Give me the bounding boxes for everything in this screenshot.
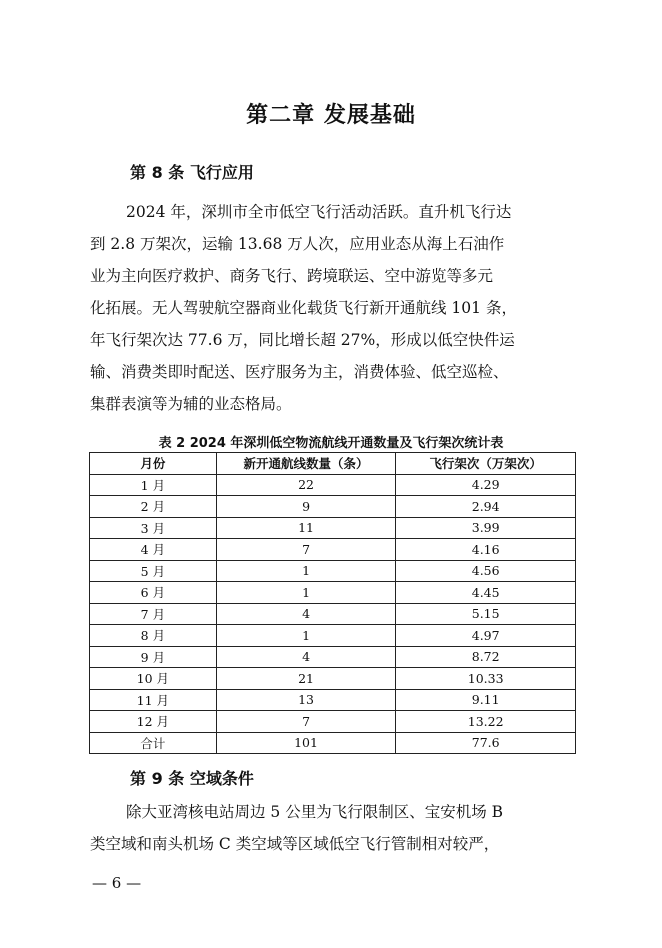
cell-flights: 9.11	[396, 689, 576, 711]
cell-new-routes: 1	[216, 625, 396, 647]
paragraph-line: 2024 年，深圳市全市低空飞行活动活跃。直升机飞行达	[126, 203, 512, 221]
cell-flights: 4.45	[396, 582, 576, 604]
cell-flights: 5.15	[396, 603, 576, 625]
header-month: 月份	[90, 453, 217, 475]
table-row	[90, 625, 576, 647]
cell-flights: 10.33	[396, 668, 576, 690]
paragraph-line: 业为主向医疗救护、商务飞行、跨境联运、空中游览等多元	[90, 267, 494, 285]
table-row	[90, 539, 576, 561]
cell-month: 8 月	[90, 625, 217, 647]
cell-new-routes: 4	[216, 646, 396, 668]
cell-month: 6 月	[90, 582, 217, 604]
header-new-routes: 新开通航线数量（条）	[216, 453, 396, 475]
cell-month: 7 月	[90, 603, 217, 625]
cell-month: 5 月	[90, 560, 217, 582]
table-row	[90, 474, 576, 496]
cell-new-routes: 101	[216, 732, 396, 754]
table-row	[90, 517, 576, 539]
cell-flights: 4.29	[396, 474, 576, 496]
cell-month: 2 月	[90, 496, 217, 518]
cell-flights: 4.97	[396, 625, 576, 647]
table-row	[90, 668, 576, 690]
cell-new-routes: 22	[216, 474, 396, 496]
cell-new-routes: 4	[216, 603, 396, 625]
table-row	[90, 582, 576, 604]
table-header-row	[90, 453, 576, 475]
paragraph-line: 化拓展。无人驾驶航空器商业化载货飞行新开通航线 101 条，	[90, 299, 517, 317]
chapter-title: 第二章 发展基础	[246, 103, 416, 128]
cell-month: 合计	[90, 732, 217, 754]
cell-new-routes: 1	[216, 582, 396, 604]
table-row	[90, 560, 576, 582]
paragraph-line: 年飞行架次达 77.6 万，同比增长超 27%，形成以低空快件运	[90, 331, 515, 349]
cell-month: 11 月	[90, 689, 217, 711]
cell-new-routes: 7	[216, 539, 396, 561]
cell-month: 3 月	[90, 517, 217, 539]
cell-new-routes: 1	[216, 560, 396, 582]
cell-flights: 3.99	[396, 517, 576, 539]
cell-flights: 8.72	[396, 646, 576, 668]
table-row	[90, 732, 576, 754]
paragraph-line: 类空域和南头机场 C 类空域等区域低空飞行管制相对较严，	[90, 835, 500, 853]
cell-new-routes: 7	[216, 711, 396, 733]
table-row	[90, 689, 576, 711]
cell-month: 1 月	[90, 474, 217, 496]
cell-flights: 2.94	[396, 496, 576, 518]
paragraph-line: 到 2.8 万架次，运输 13.68 万人次，应用业态从海上石油作	[90, 235, 505, 253]
table-caption: 表 2 2024 年深圳低空物流航线开通数量及飞行架次统计表	[158, 436, 504, 451]
cell-month: 4 月	[90, 539, 217, 561]
cell-flights: 4.56	[396, 560, 576, 582]
cell-flights: 13.22	[396, 711, 576, 733]
header-flights: 飞行架次（万架次）	[396, 453, 576, 475]
flight-stats-table	[89, 452, 576, 754]
cell-month: 9 月	[90, 646, 217, 668]
article-9-heading: 第 9 条 空域条件	[130, 769, 254, 788]
cell-new-routes: 9	[216, 496, 396, 518]
table-row	[90, 603, 576, 625]
cell-month: 10 月	[90, 668, 217, 690]
page-number: — 6 —	[92, 874, 142, 892]
table-row	[90, 646, 576, 668]
article-8-heading: 第 8 条 飞行应用	[130, 163, 254, 182]
table-row	[90, 711, 576, 733]
cell-new-routes: 11	[216, 517, 396, 539]
table-row	[90, 496, 576, 518]
paragraph-line: 输、消费类即时配送、医疗服务为主，消费体验、低空巡检、	[90, 363, 509, 381]
cell-new-routes: 13	[216, 689, 396, 711]
article-9-paragraph	[90, 796, 578, 860]
cell-month: 12 月	[90, 711, 217, 733]
cell-flights: 77.6	[396, 732, 576, 754]
paragraph-line: 除大亚湾核电站周边 5 公里为飞行限制区、宝安机场 B	[126, 803, 504, 821]
cell-new-routes: 21	[216, 668, 396, 690]
cell-flights: 4.16	[396, 539, 576, 561]
article-8-paragraph	[90, 196, 578, 420]
paragraph-line: 集群表演等为辅的业态格局。	[90, 395, 292, 413]
